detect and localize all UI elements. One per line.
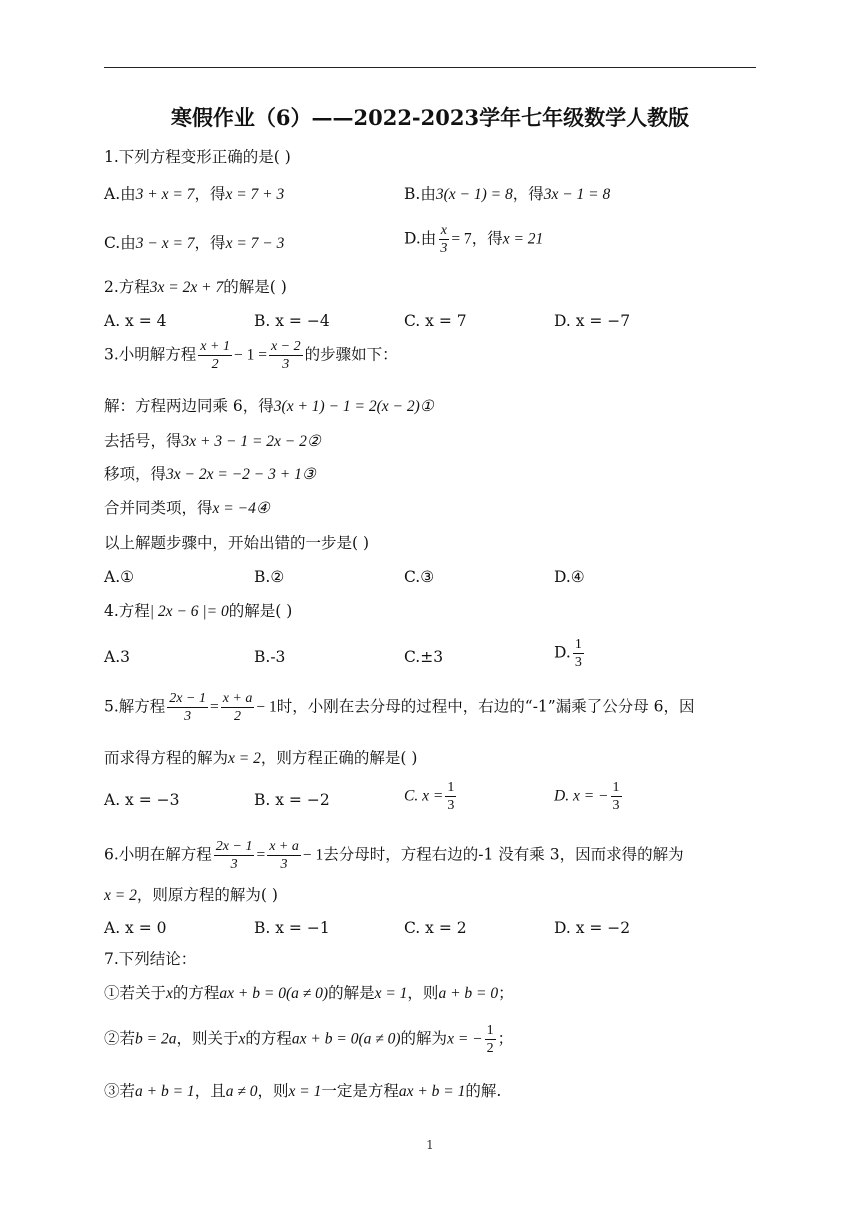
q2-option-c: C. x = 7	[404, 312, 467, 330]
header-rule	[104, 67, 756, 68]
q3-step-4: 合并同类项，得x = −4④	[104, 499, 270, 517]
q5-option-b: B. x = −2	[254, 791, 330, 809]
q4-option-d: D. $\frac{1}{3}$	[554, 637, 582, 670]
q7-statement-3: ③若a + b = 1，且a ≠ 0，则x = 1一定是方程ax + b = 1的解.	[104, 1082, 502, 1100]
fraction: $\frac{x - 2}{3}$	[270, 339, 301, 372]
q3-option-b: B.②	[254, 568, 285, 586]
q4-stem: 4.方程| 2x − 6 |= 0的解是( )	[104, 602, 293, 620]
q7-statement-1: ①若关于x的方程ax + b = 0(a ≠ 0)的解是x = 1，则a + b = 0；	[104, 984, 514, 1002]
fraction: $\frac{x + 1}{2}$	[200, 339, 230, 372]
q4-option-a: A.3	[104, 648, 130, 666]
q4-option-c: C.±3	[404, 648, 444, 666]
q5-option-c: C. x = $\frac{1}{3}$	[404, 780, 455, 813]
fraction: $\frac{1}{2}$	[486, 1023, 494, 1056]
q3-step-2: 去括号，得3x + 3 − 1 = 2x − 2②	[104, 432, 321, 450]
q5-stem-line2: 而求得方程的解为x = 2，则方程正确的解是( )	[104, 749, 418, 767]
q3-stem: 3.小明解方程 $\frac{x + 1}{2}$ − 1 = $\frac{x - 2}{3}$ 的步骤如下：	[104, 339, 398, 372]
page-title: 寒假作业（6）——2022-2023学年七年级数学人教版	[170, 105, 690, 130]
q6-stem: 6.小明在解方程 $\frac{2x - 1}{3}$ = $\frac{x + a}{3}$ − 1去分母时，方程右边的-1 没有乘 3，因而求得的解为	[104, 839, 684, 872]
q3-option-a: A.①	[104, 568, 135, 586]
q1-option-d: D.由 $\frac{x}{3}$ = 7，得x = 21	[404, 223, 544, 256]
q5-option-d: D. x = − $\frac{1}{3}$	[554, 780, 620, 813]
q3-step-3: 移项，得3x − 2x = −2 − 3 + 1③	[104, 465, 316, 483]
q6-stem-line2: x = 2，则原方程的解为( )	[104, 886, 278, 904]
q5-option-a: A. x = −3	[104, 791, 180, 809]
q2-stem: 2.方程3x = 2x + 7的解是( )	[104, 278, 287, 296]
q3-option-c: C.③	[404, 568, 435, 586]
fraction: $\frac{x + a}{3}$	[269, 839, 299, 872]
q1-stem: 1.下列方程变形正确的是( )	[104, 148, 291, 166]
fraction: $\frac{2x - 1}{3}$	[215, 839, 253, 872]
q1-option-b: B.由3(x − 1) = 8，得3x − 1 = 8	[404, 185, 611, 203]
q7-statement-2: ②若b = 2a，则关于x的方程ax + b = 0(a ≠ 0)的解为x = − $\frac{1}{2}$ ；	[104, 1023, 514, 1056]
q6-option-d: D. x = −2	[554, 919, 631, 937]
fraction: $\frac{1}{3}$	[447, 780, 455, 813]
q2-option-b: B. x = −4	[254, 312, 330, 330]
q3-step-1: 解：方程两边同乘 6，得3(x + 1) − 1 = 2(x − 2)①	[104, 397, 434, 415]
q4-option-b: B.-3	[254, 648, 286, 666]
fraction: $\frac{1}{3}$	[612, 780, 620, 813]
page-number: 1	[426, 1138, 434, 1152]
q1-option-c: C.由3 − x = 7，得x = 7 − 3	[104, 234, 285, 252]
fraction: $\frac{x + a}{2}$	[222, 691, 253, 724]
fraction: $\frac{2x - 1}{3}$	[169, 691, 206, 724]
q1-option-a: A.由3 + x = 7，得x = 7 + 3	[104, 185, 285, 203]
q6-option-a: A. x = 0	[104, 919, 167, 937]
q3-option-d: D.④	[554, 568, 585, 586]
fraction: $\frac{x}{3}$	[440, 223, 448, 256]
fraction: $\frac{1}{3}$	[574, 637, 582, 670]
q5-stem: 5.解方程 $\frac{2x - 1}{3}$ = $\frac{x + a}{2}$ − 1时，小刚在去分母的过程中，右边的“-1”漏乘了公分母 6，因	[104, 691, 695, 724]
q6-option-c: C. x = 2	[404, 919, 467, 937]
q2-option-d: D. x = −7	[554, 312, 631, 330]
q2-option-a: A. x = 4	[104, 312, 167, 330]
q7-stem: 7.下列结论：	[104, 950, 197, 968]
q3-question: 以上解题步骤中，开始出错的一步是( )	[104, 534, 370, 552]
q6-option-b: B. x = −1	[254, 919, 330, 937]
